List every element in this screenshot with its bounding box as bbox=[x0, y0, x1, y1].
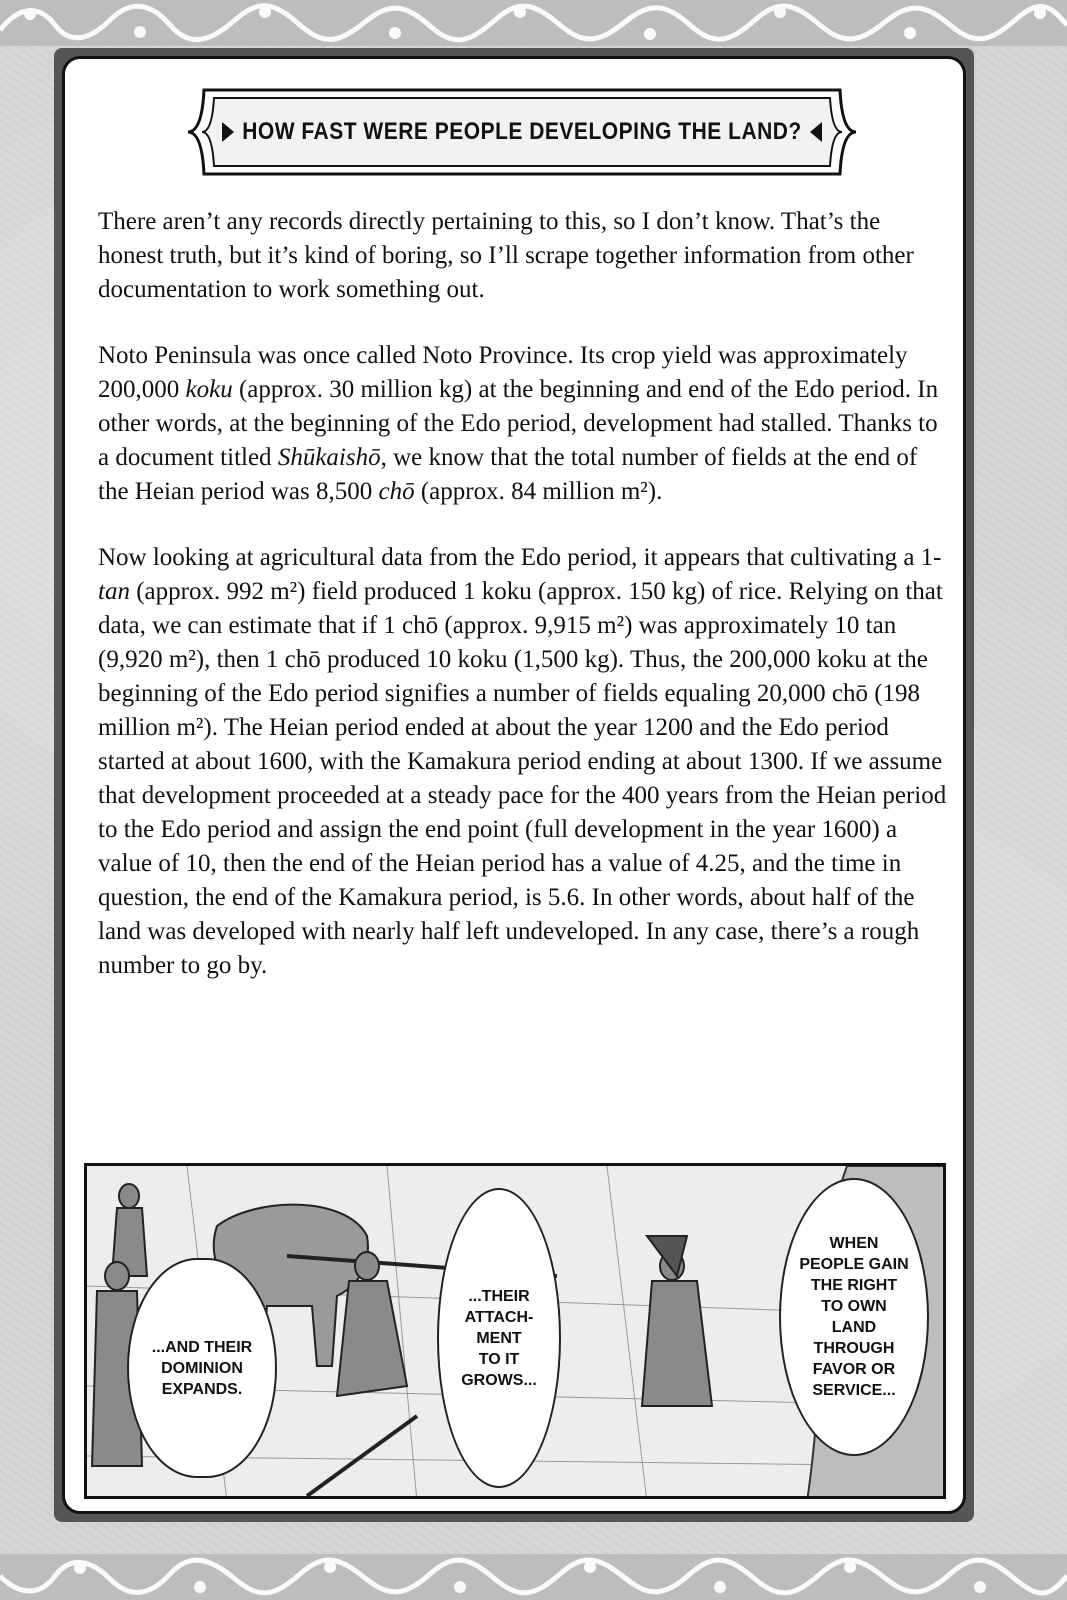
speech-bubble-right: WHEN PEOPLE GAIN THE RIGHT TO OWN LAND THROUGH FAVOR OR SERVICE... bbox=[779, 1178, 929, 1456]
bottom-swirl-border bbox=[0, 1554, 1067, 1600]
page-title: HOW FAST WERE PEOPLE DEVELOPING THE LAND? bbox=[242, 118, 802, 145]
speech-bubble-left: ...AND THEIR DOMINION EXPANDS. bbox=[127, 1258, 277, 1478]
manga-panel bbox=[84, 1163, 946, 1499]
paragraph-1: There aren’t any records directly pertaining to this, so I don’t know. That’s the honest truth, but it’s kind of boring, so I’ll scrape together information from other documentation to work something out. bbox=[98, 208, 914, 303]
top-swirl-border bbox=[0, 0, 1067, 46]
paragraph-2: Noto Peninsula was once called Noto Province. Its crop yield was approximately 200,000 koku (approx. 30 million kg) at the beginning and end of the Edo period. In other words, at the beginning of the Edo period, development had stalled. Thanks to a document titled Shūkaishō, we know that the total number of fields at the end of the Heian period was 8,500 chō (approx. 84 million m²). bbox=[98, 342, 939, 505]
paragraph-3: Now looking at agricultural data from the Edo period, it appears that cultivating a 1-tan (approx. 992 m²) field produced 1 koku (approx. 150 kg) of rice. Relying on that data, we can estimate that if 1 chō (approx. 9,915 m²) was approximately 10 tan (9,920 m²), then 1 chō produced 10 koku (1,500 kg). Thus, the 200,000 koku at the beginning of the Edo period signifies a number of fields equaling 20,000 chō (198 million m²). The Heian period ended at about the year 1200 and the Edo period started at about 1600, with the Kamakura period ending at about 1300. If we assume that development proceeded at a steady pace for the 400 years from the Heian period to the Edo period and assign the end point (full development in the year 1600) a value of 10, then the end of the Heian period has a value of 4.25, and the time in question, the end of the Kamakura period, is 5.6. In other words, about half of the land was developed with nearly half left undeveloped. In any case, there’s a rough number to go by. bbox=[98, 544, 947, 979]
article-body bbox=[98, 205, 948, 1015]
speech-bubble-middle: ...THEIR ATTACH- MENT TO IT GROWS... bbox=[437, 1188, 561, 1488]
